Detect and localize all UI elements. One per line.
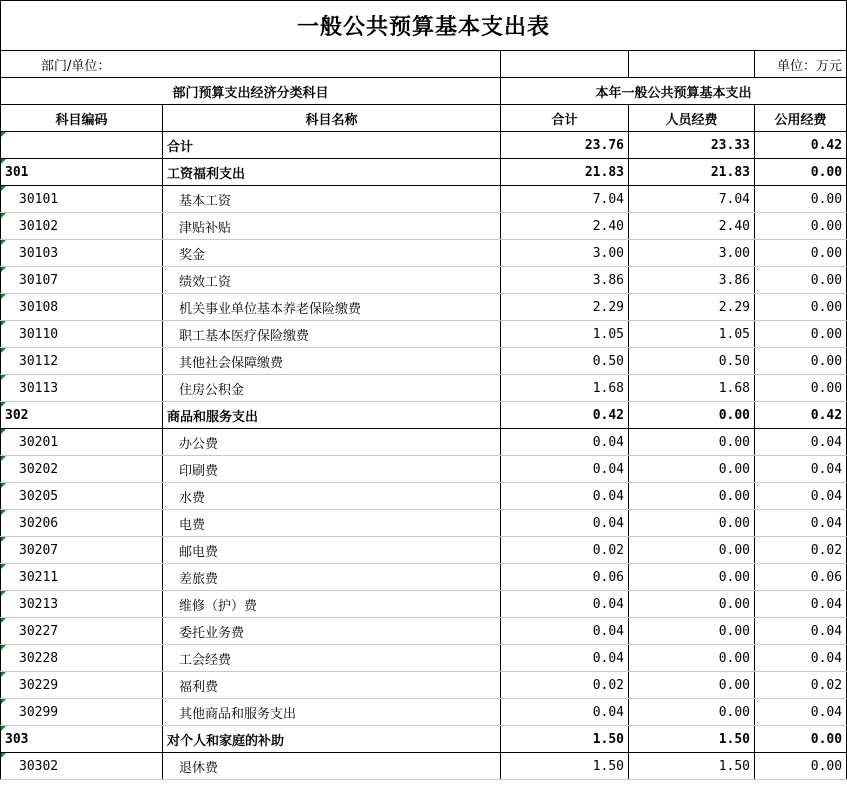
row-name: 退休费 xyxy=(163,753,501,780)
row-total: 7.04 xyxy=(501,186,629,213)
table-row xyxy=(1,240,847,267)
row-code: 30108 xyxy=(1,294,163,321)
row-total: 3.00 xyxy=(501,240,629,267)
row-personnel: 2.29 xyxy=(629,294,755,321)
row-code: 30229 xyxy=(1,672,163,699)
row-name: 其他社会保障缴费 xyxy=(163,348,501,375)
row-code: 30110 xyxy=(1,321,163,348)
table-row xyxy=(1,537,847,564)
row-code: 302 xyxy=(1,402,163,429)
row-name: 维修（护）费 xyxy=(163,591,501,618)
row-public: 0.00 xyxy=(755,159,847,186)
row-personnel: 1.05 xyxy=(629,321,755,348)
row-total: 21.83 xyxy=(501,159,629,186)
row-public: 0.02 xyxy=(755,672,847,699)
table-row xyxy=(1,672,847,699)
row-personnel: 7.04 xyxy=(629,186,755,213)
row-name: 津贴补贴 xyxy=(163,213,501,240)
row-personnel: 0.00 xyxy=(629,429,755,456)
table-row xyxy=(1,456,847,483)
table-row xyxy=(1,132,847,159)
row-personnel: 3.00 xyxy=(629,240,755,267)
row-name: 工资福利支出 xyxy=(163,159,501,186)
table-row xyxy=(1,321,847,348)
row-total: 0.06 xyxy=(501,564,629,591)
table-row xyxy=(1,618,847,645)
blank-cell xyxy=(629,51,755,78)
row-code: 303 xyxy=(1,726,163,753)
header-current-year: 本年一般公共预算基本支出 xyxy=(501,78,847,105)
row-name: 合计 xyxy=(163,132,501,159)
row-public: 0.00 xyxy=(755,753,847,780)
row-personnel: 0.00 xyxy=(629,456,755,483)
row-public: 0.04 xyxy=(755,429,847,456)
row-personnel: 0.00 xyxy=(629,591,755,618)
row-name: 委托业务费 xyxy=(163,618,501,645)
row-name: 商品和服务支出 xyxy=(163,402,501,429)
row-personnel: 0.00 xyxy=(629,672,755,699)
row-code: 30227 xyxy=(1,618,163,645)
row-total: 1.50 xyxy=(501,726,629,753)
row-public: 0.00 xyxy=(755,726,847,753)
row-personnel: 21.83 xyxy=(629,159,755,186)
row-code: 30206 xyxy=(1,510,163,537)
row-public: 0.00 xyxy=(755,375,847,402)
row-total: 0.04 xyxy=(501,483,629,510)
table-row xyxy=(1,753,847,780)
header-name: 科目名称 xyxy=(163,105,501,132)
row-total: 1.05 xyxy=(501,321,629,348)
row-name: 职工基本医疗保险缴费 xyxy=(163,321,501,348)
row-personnel: 1.50 xyxy=(629,726,755,753)
row-public: 0.00 xyxy=(755,240,847,267)
row-public: 0.04 xyxy=(755,645,847,672)
row-name: 住房公积金 xyxy=(163,375,501,402)
header-classification: 部门预算支出经济分类科目 xyxy=(1,78,501,105)
row-total: 0.04 xyxy=(501,699,629,726)
row-code: 30211 xyxy=(1,564,163,591)
table-row xyxy=(1,348,847,375)
row-code: 30201 xyxy=(1,429,163,456)
row-code: 30302 xyxy=(1,753,163,780)
row-public: 0.00 xyxy=(755,186,847,213)
row-total: 0.50 xyxy=(501,348,629,375)
row-name: 办公费 xyxy=(163,429,501,456)
row-personnel: 0.00 xyxy=(629,618,755,645)
row-name: 机关事业单位基本养老保险缴费 xyxy=(163,294,501,321)
row-personnel: 0.00 xyxy=(629,699,755,726)
row-code: 30299 xyxy=(1,699,163,726)
row-code: 30207 xyxy=(1,537,163,564)
row-code: 30103 xyxy=(1,240,163,267)
table-row xyxy=(1,591,847,618)
row-public: 0.00 xyxy=(755,294,847,321)
row-personnel: 1.50 xyxy=(629,753,755,780)
row-personnel: 1.68 xyxy=(629,375,755,402)
row-total: 0.04 xyxy=(501,456,629,483)
row-total: 0.04 xyxy=(501,591,629,618)
row-total: 1.50 xyxy=(501,753,629,780)
row-total: 0.02 xyxy=(501,672,629,699)
row-total: 3.86 xyxy=(501,267,629,294)
row-name: 水费 xyxy=(163,483,501,510)
row-code: 30205 xyxy=(1,483,163,510)
row-total: 0.04 xyxy=(501,618,629,645)
row-total: 0.04 xyxy=(501,510,629,537)
row-personnel: 23.33 xyxy=(629,132,755,159)
row-personnel: 0.00 xyxy=(629,483,755,510)
header-code: 科目编码 xyxy=(1,105,163,132)
row-code: 30213 xyxy=(1,591,163,618)
row-personnel: 0.00 xyxy=(629,564,755,591)
row-public: 0.06 xyxy=(755,564,847,591)
table-row xyxy=(1,294,847,321)
row-name: 电费 xyxy=(163,510,501,537)
row-public: 0.04 xyxy=(755,483,847,510)
row-name: 差旅费 xyxy=(163,564,501,591)
table-row xyxy=(1,402,847,429)
header-total: 合计 xyxy=(501,105,629,132)
row-name: 邮电费 xyxy=(163,537,501,564)
row-name: 绩效工资 xyxy=(163,267,501,294)
row-public: 0.02 xyxy=(755,537,847,564)
table-row xyxy=(1,375,847,402)
row-total: 0.04 xyxy=(501,645,629,672)
row-public: 0.00 xyxy=(755,267,847,294)
row-code: 30102 xyxy=(1,213,163,240)
row-name: 工会经费 xyxy=(163,645,501,672)
row-code: 30107 xyxy=(1,267,163,294)
table-row xyxy=(1,510,847,537)
row-personnel: 0.00 xyxy=(629,537,755,564)
table-row xyxy=(1,645,847,672)
row-total: 0.04 xyxy=(501,429,629,456)
row-personnel: 0.00 xyxy=(629,510,755,537)
sheet-title: 一般公共预算基本支出表 xyxy=(1,1,847,51)
row-public: 0.42 xyxy=(755,402,847,429)
table-row xyxy=(1,429,847,456)
row-total: 1.68 xyxy=(501,375,629,402)
row-public: 0.42 xyxy=(755,132,847,159)
row-name: 其他商品和服务支出 xyxy=(163,699,501,726)
row-public: 0.00 xyxy=(755,348,847,375)
row-personnel: 0.00 xyxy=(629,645,755,672)
row-total: 2.29 xyxy=(501,294,629,321)
table-row xyxy=(1,726,847,753)
row-total: 23.76 xyxy=(501,132,629,159)
row-code: 301 xyxy=(1,159,163,186)
row-public: 0.04 xyxy=(755,456,847,483)
row-public: 0.00 xyxy=(755,213,847,240)
table-row xyxy=(1,186,847,213)
blank-cell xyxy=(501,51,629,78)
row-total: 2.40 xyxy=(501,213,629,240)
table-row xyxy=(1,267,847,294)
row-name: 基本工资 xyxy=(163,186,501,213)
header-personnel: 人员经费 xyxy=(629,105,755,132)
table-row xyxy=(1,699,847,726)
table-row xyxy=(1,213,847,240)
row-public: 0.00 xyxy=(755,321,847,348)
table-row xyxy=(1,159,847,186)
row-code xyxy=(1,132,163,159)
dept-label: 部门/单位： xyxy=(1,51,501,78)
row-code: 30202 xyxy=(1,456,163,483)
row-public: 0.04 xyxy=(755,618,847,645)
header-public: 公用经费 xyxy=(755,105,847,132)
row-public: 0.04 xyxy=(755,699,847,726)
row-personnel: 0.00 xyxy=(629,402,755,429)
row-name: 福利费 xyxy=(163,672,501,699)
row-personnel: 0.50 xyxy=(629,348,755,375)
table-row xyxy=(1,483,847,510)
row-code: 30228 xyxy=(1,645,163,672)
row-code: 30101 xyxy=(1,186,163,213)
row-code: 30112 xyxy=(1,348,163,375)
row-public: 0.04 xyxy=(755,591,847,618)
row-public: 0.04 xyxy=(755,510,847,537)
row-name: 奖金 xyxy=(163,240,501,267)
row-name: 印刷费 xyxy=(163,456,501,483)
row-total: 0.02 xyxy=(501,537,629,564)
row-total: 0.42 xyxy=(501,402,629,429)
row-name: 对个人和家庭的补助 xyxy=(163,726,501,753)
row-personnel: 2.40 xyxy=(629,213,755,240)
row-code: 30113 xyxy=(1,375,163,402)
unit-label: 单位：万元 xyxy=(755,51,847,78)
table-row xyxy=(1,564,847,591)
row-personnel: 3.86 xyxy=(629,267,755,294)
